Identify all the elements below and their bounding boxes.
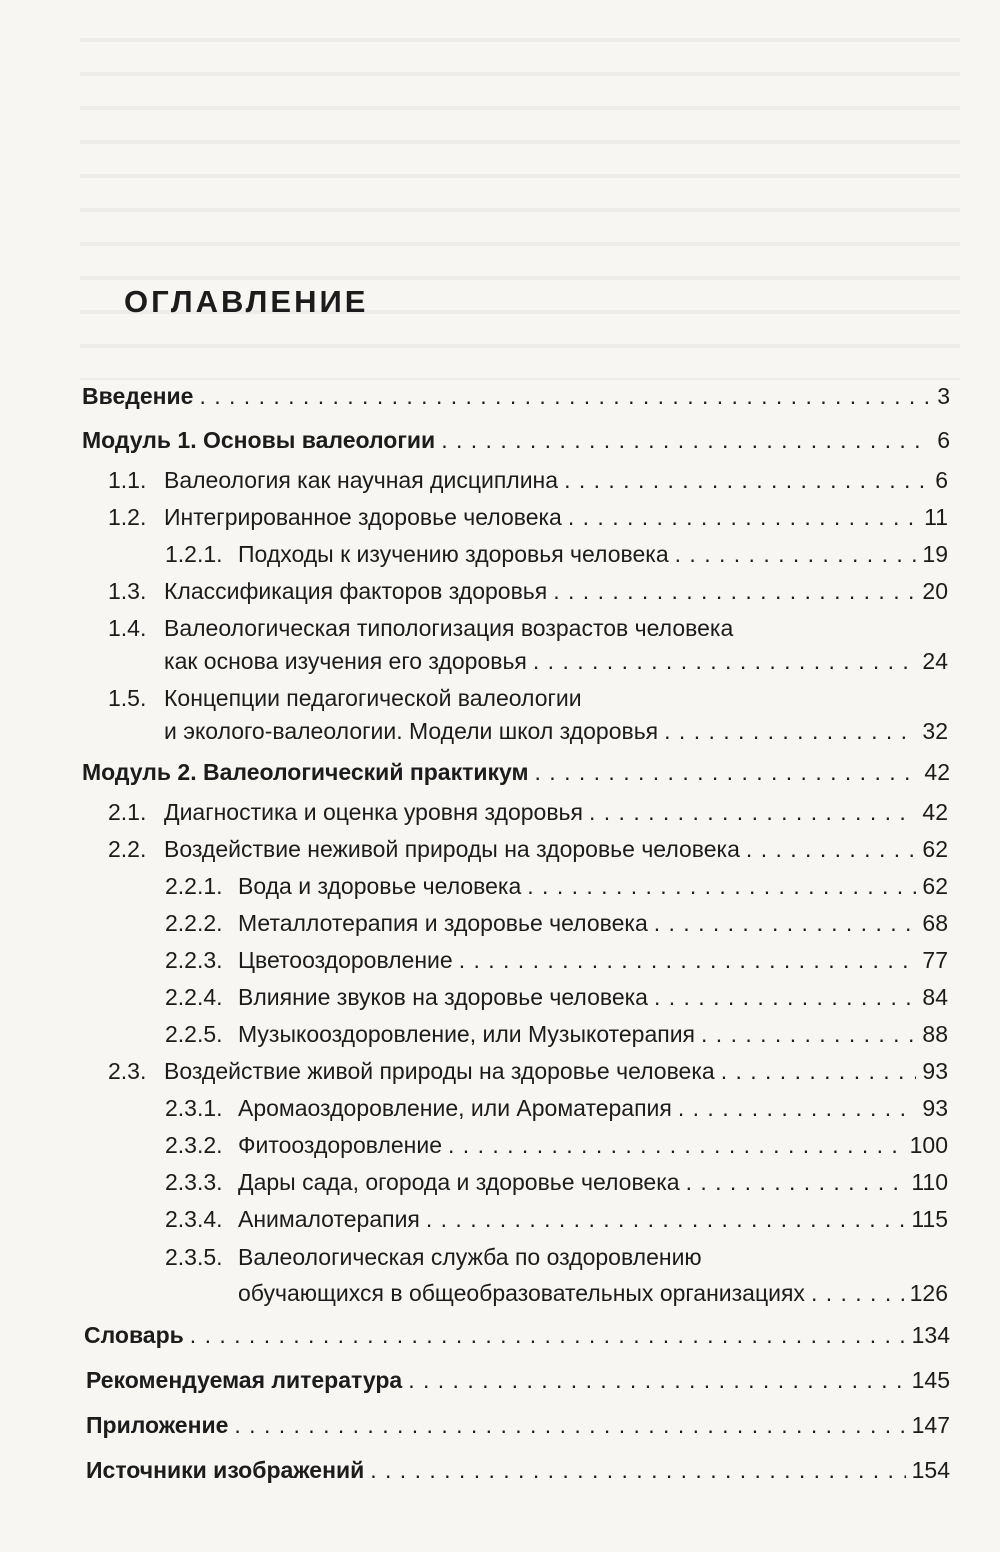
toc-entry-page: 68: [922, 910, 948, 936]
dot-leader: [199, 382, 931, 410]
toc-entry-2-2-4[interactable]: [165, 983, 948, 1011]
toc-entry-2-3-4[interactable]: [165, 1205, 948, 1233]
toc-entry-title: Подходы к изучению здоровья человека: [238, 541, 669, 567]
toc-entry-page: 11: [924, 504, 948, 530]
toc-entry-title-continued: обучающихся в общеобразовательных организациях: [238, 1280, 805, 1306]
toc-entry-title: Модуль 2. Валеологический практикум: [82, 759, 529, 785]
dot-leader: [589, 798, 916, 826]
toc-entry-title: Воздействие живой природы на здоровье человека: [164, 1058, 715, 1084]
dot-leader: [553, 577, 916, 605]
dot-leader: [701, 1020, 916, 1048]
dot-leader: [654, 909, 917, 937]
toc-entry-page: 88: [922, 1021, 948, 1047]
dot-leader: [721, 1057, 917, 1085]
toc-entry-title: Диагностика и оценка уровня здоровья: [164, 799, 583, 825]
toc-entry-title: Введение: [82, 383, 194, 409]
toc-entry-page: 77: [922, 947, 948, 973]
toc-entry-title: Аромаоздоровление, или Ароматерапия: [238, 1095, 672, 1121]
toc-entry-page: 110: [911, 1169, 948, 1195]
toc-entry-number: 2.1.: [108, 799, 147, 825]
toc-entry-title: Валеология как научная дисциплина: [164, 467, 559, 493]
toc-entry-number: 1.1.: [108, 467, 147, 493]
toc-entry-title: Концепции педагогической валеологии: [164, 685, 582, 711]
dot-leader: [190, 1321, 906, 1349]
dot-leader: [441, 426, 931, 454]
toc-entry-page: 32: [922, 718, 948, 744]
toc-entry-page: 42: [922, 799, 948, 825]
toc-entry-number: 2.3.1.: [165, 1095, 223, 1121]
toc-entry-number: 2.2.1.: [165, 873, 223, 899]
toc-entry-number: 1.2.: [108, 504, 147, 530]
toc-entry-title: Интегрированное здоровье человека: [164, 504, 562, 530]
toc-entry-page: 24: [922, 648, 948, 674]
dot-leader: [426, 1205, 905, 1233]
toc-entry-number: 1.4.: [108, 615, 147, 641]
toc-entry-title: Приложение: [86, 1412, 229, 1438]
toc-entry-number: 2.2.2.: [165, 910, 223, 936]
toc-entry-title: Фитооздоровление: [238, 1132, 443, 1158]
toc-entry-2-2[interactable]: [108, 835, 948, 863]
toc-entry-number: 2.2.4.: [165, 984, 223, 1010]
toc-entry-number: 1.2.1.: [165, 541, 223, 567]
toc-entry-page: 62: [922, 873, 948, 899]
toc-entry-1-1[interactable]: [108, 466, 948, 494]
toc-entry-1-5-line1[interactable]: [108, 684, 582, 712]
toc-entry-title: Источники изображений: [86, 1457, 365, 1483]
toc-entry-2-2-2[interactable]: [165, 909, 948, 937]
toc-entry-image-sources[interactable]: [86, 1456, 950, 1484]
dot-leader: [811, 1279, 904, 1307]
toc-entry-number: 2.3.: [108, 1058, 147, 1084]
toc-entry-title-continued: и эколого-валеологии. Модели школ здоровья: [164, 718, 659, 744]
toc-entry-page: 6: [937, 427, 950, 453]
toc-entry-1-4-line1[interactable]: [108, 614, 733, 642]
toc-entry-module-1[interactable]: [82, 426, 950, 454]
toc-entry-1-3[interactable]: [108, 577, 948, 605]
toc-entry-number: 2.2.3.: [165, 947, 223, 973]
toc-entry-title: Модуль 1. Основы валеологии: [82, 427, 436, 453]
dot-leader: [675, 540, 917, 568]
toc-entry-page: 126: [909, 1280, 948, 1306]
toc-entry-title: Словарь: [84, 1322, 184, 1348]
toc-entry-title: Классификация факторов здоровья: [164, 578, 548, 604]
toc-entry-glossary[interactable]: [84, 1321, 950, 1349]
dot-leader: [686, 1168, 906, 1196]
toc-entry-title: Музыкооздоровление, или Музыкотерапия: [238, 1021, 696, 1047]
toc-entry-page: 100: [909, 1132, 948, 1158]
toc-entry-references[interactable]: [86, 1366, 950, 1394]
dot-leader: [448, 1131, 904, 1159]
toc-entry-2-3-5-line1[interactable]: [165, 1243, 702, 1271]
toc-entry-1-4[interactable]: [164, 647, 948, 675]
toc-entry-2-2-1[interactable]: [165, 872, 948, 900]
toc-entry-number: 1.3.: [108, 578, 147, 604]
toc-entry-title: Воздействие неживой природы на здоровье человека: [164, 836, 740, 862]
dot-leader: [678, 1094, 917, 1122]
toc-entry-title: Валеологическая служба по оздоровлению: [238, 1244, 702, 1270]
toc-entry-title: Валеологическая типологизация возрастов человека: [164, 615, 734, 641]
toc-entry-2-3[interactable]: [108, 1057, 948, 1085]
toc-entry-number: 2.3.5.: [165, 1244, 223, 1270]
toc-entry-title: Рекомендуемая литература: [86, 1367, 403, 1393]
dot-leader: [664, 717, 916, 745]
toc-entry-1-5[interactable]: [164, 717, 948, 745]
dot-leader: [568, 503, 918, 531]
toc-heading: ОГЛАВЛЕНИЕ: [124, 284, 369, 319]
toc-entry-page: 3: [937, 383, 950, 409]
dot-leader: [564, 466, 929, 494]
dot-leader: [746, 835, 916, 863]
toc-entry-title-continued: как основа изучения его здоровья: [164, 648, 527, 674]
toc-entry-2-1[interactable]: [108, 798, 948, 826]
toc-entry-page: 84: [922, 984, 948, 1010]
toc-entry-number: 2.2.5.: [165, 1021, 223, 1047]
toc-entry-page: 93: [922, 1058, 948, 1084]
toc-entry-2-3-5[interactable]: [238, 1279, 948, 1307]
dot-leader: [459, 946, 917, 974]
toc-entry-title: Влияние звуков на здоровье человека: [238, 984, 648, 1010]
toc-entry-page: 20: [922, 578, 948, 604]
dot-leader: [234, 1411, 905, 1439]
toc-entry-title: Вода и здоровье человека: [238, 873, 522, 899]
toc-entry-title: Цветооздоровление: [238, 947, 453, 973]
toc-entry-1-2-1[interactable]: [165, 540, 948, 568]
toc-entry-page: 19: [922, 541, 948, 567]
toc-entry-2-3-2[interactable]: [165, 1131, 948, 1159]
dot-leader: [654, 983, 916, 1011]
dot-leader: [527, 872, 916, 900]
toc-entry-2-2-5[interactable]: [165, 1020, 948, 1048]
toc-entry-introduction[interactable]: [82, 382, 950, 410]
toc-entry-number: 2.3.2.: [165, 1132, 223, 1158]
toc-entry-page: 42: [924, 759, 950, 785]
toc-entry-page: 93: [922, 1095, 948, 1121]
toc-entry-number: 2.2.: [108, 836, 147, 862]
toc-entry-page: 154: [911, 1457, 950, 1483]
toc-entry-title: Металлотерапия и здоровье человека: [238, 910, 648, 936]
toc-entry-number: 2.3.3.: [165, 1169, 223, 1195]
toc-entry-page: 6: [935, 467, 948, 493]
toc-entry-page: 147: [911, 1412, 950, 1438]
toc-entry-page: 115: [911, 1206, 948, 1232]
toc-entry-2-2-3[interactable]: [165, 946, 948, 974]
toc-entry-page: 62: [922, 836, 948, 862]
toc-entry-title: Дары сада, огорода и здоровье человека: [238, 1169, 680, 1195]
toc-entry-module-2[interactable]: [82, 758, 950, 786]
toc-entry-appendix[interactable]: [86, 1411, 950, 1439]
toc-entry-number: 1.5.: [108, 685, 147, 711]
toc-entry-title: Анималотерапия: [238, 1206, 420, 1232]
dot-leader: [370, 1456, 905, 1484]
dot-leader: [408, 1366, 905, 1394]
toc-entry-page: 134: [911, 1322, 950, 1348]
toc-entry-2-3-1[interactable]: [165, 1094, 948, 1122]
toc-entry-1-2[interactable]: [108, 503, 948, 531]
toc-entry-page: 145: [911, 1367, 950, 1393]
toc-entry-2-3-3[interactable]: [165, 1168, 948, 1196]
dot-leader: [533, 647, 917, 675]
toc-entry-number: 2.3.4.: [165, 1206, 223, 1232]
dot-leader: [535, 758, 919, 786]
